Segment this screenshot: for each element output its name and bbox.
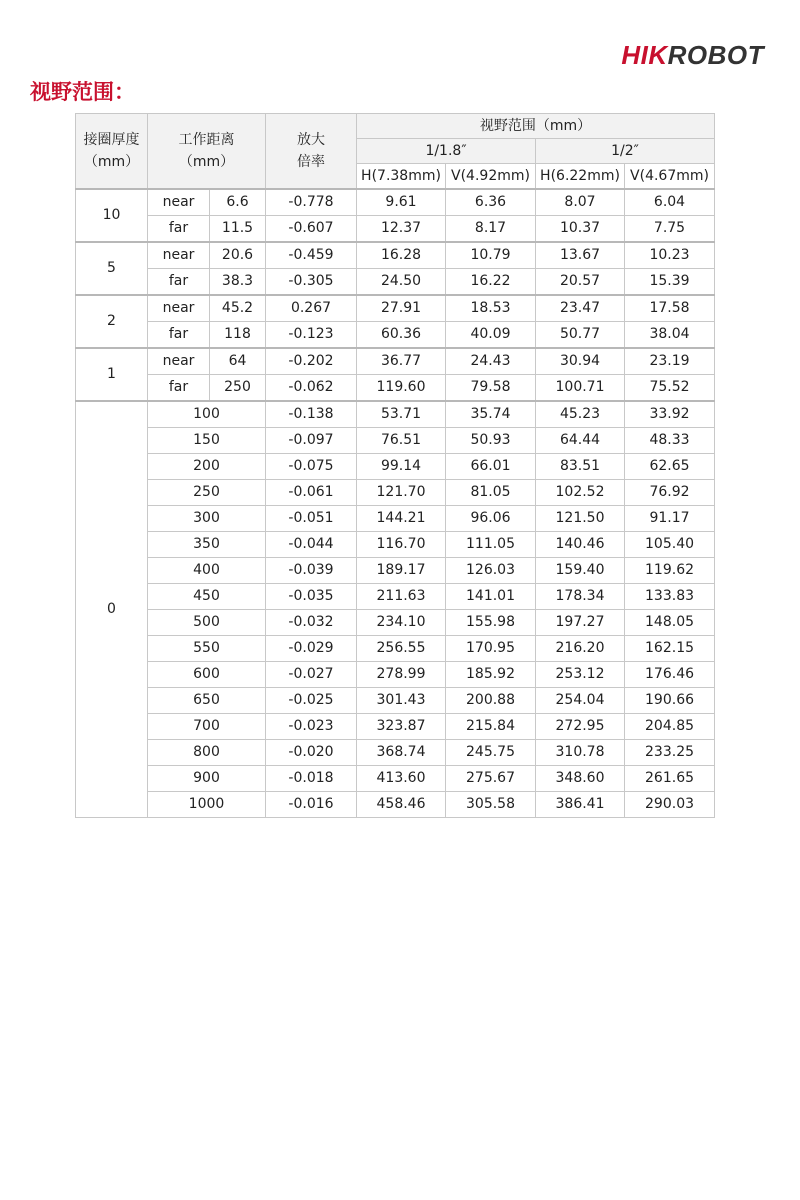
fov-b-v-cell: 190.66 (625, 688, 715, 714)
fov-b-v-cell: 162.15 (625, 636, 715, 662)
header-sensor-1-2: 1/2″ (536, 139, 715, 164)
fov-b-v-cell: 148.05 (625, 610, 715, 636)
header-col-b-h: H(6.22mm) (536, 164, 625, 190)
distance-cell: 250 (148, 480, 266, 506)
magnification-cell: -0.044 (266, 532, 357, 558)
fov-b-v-cell: 119.62 (625, 558, 715, 584)
magnification-cell: -0.459 (266, 242, 357, 269)
fov-a-v-cell: 79.58 (446, 375, 536, 402)
distance-cell: 400 (148, 558, 266, 584)
fov-a-v-cell: 245.75 (446, 740, 536, 766)
table-row (76, 688, 715, 714)
hikrobot-logo (621, 40, 764, 71)
fov-b-v-cell: 15.39 (625, 269, 715, 296)
fov-b-h-cell: 159.40 (536, 558, 625, 584)
header-magnification (266, 114, 357, 190)
table-row (76, 242, 715, 269)
distance-cell: 600 (148, 662, 266, 688)
fov-a-v-cell: 275.67 (446, 766, 536, 792)
ring-thickness-cell: 1 (76, 348, 148, 401)
ring-thickness-cell: 0 (76, 401, 148, 818)
fov-b-h-cell: 20.57 (536, 269, 625, 296)
fov-b-v-cell: 62.65 (625, 454, 715, 480)
fov-a-v-cell: 81.05 (446, 480, 536, 506)
distance-cell: 350 (148, 532, 266, 558)
fov-b-h-cell: 100.71 (536, 375, 625, 402)
header-ring-thickness (76, 114, 148, 190)
fov-b-v-cell: 48.33 (625, 428, 715, 454)
distance-cell: 450 (148, 584, 266, 610)
distance-cell: 550 (148, 636, 266, 662)
distance-cell: 250 (210, 375, 266, 402)
distance-cell: 300 (148, 506, 266, 532)
magnification-cell: -0.035 (266, 584, 357, 610)
table-row (76, 506, 715, 532)
fov-b-v-cell: 204.85 (625, 714, 715, 740)
table-row (76, 480, 715, 506)
fov-b-v-cell: 7.75 (625, 216, 715, 243)
distance-cell: 900 (148, 766, 266, 792)
fov-a-v-cell: 215.84 (446, 714, 536, 740)
distance-cell: 20.6 (210, 242, 266, 269)
header-col-b-v: V(4.67mm) (625, 164, 715, 190)
table-row (76, 584, 715, 610)
fov-a-v-cell: 96.06 (446, 506, 536, 532)
logo-hik: HIK (621, 40, 668, 70)
table-row (76, 348, 715, 375)
fov-a-h-cell: 211.63 (357, 584, 446, 610)
distance-cell: 1000 (148, 792, 266, 818)
position-cell: far (148, 375, 210, 402)
magnification-cell: -0.029 (266, 636, 357, 662)
fov-a-v-cell: 200.88 (446, 688, 536, 714)
ring-thickness-cell: 5 (76, 242, 148, 295)
header-magnification-line1: 放大 (297, 132, 325, 148)
distance-cell: 118 (210, 322, 266, 349)
fov-a-v-cell: 40.09 (446, 322, 536, 349)
table-row (76, 375, 715, 402)
position-cell: far (148, 322, 210, 349)
fov-b-v-cell: 133.83 (625, 584, 715, 610)
header-row-1 (76, 114, 715, 139)
magnification-cell: -0.123 (266, 322, 357, 349)
fov-a-h-cell: 256.55 (357, 636, 446, 662)
fov-b-h-cell: 348.60 (536, 766, 625, 792)
header-col-a-v: V(4.92mm) (446, 164, 536, 190)
fov-a-h-cell: 99.14 (357, 454, 446, 480)
fov-b-v-cell: 10.23 (625, 242, 715, 269)
fov-b-h-cell: 23.47 (536, 295, 625, 322)
table-row (76, 610, 715, 636)
fov-table (75, 113, 715, 818)
fov-b-h-cell: 83.51 (536, 454, 625, 480)
fov-b-h-cell: 310.78 (536, 740, 625, 766)
table-row (76, 322, 715, 349)
header-sensor-1-1-8: 1/1.8″ (357, 139, 536, 164)
magnification-cell: -0.778 (266, 189, 357, 216)
magnification-cell: -0.051 (266, 506, 357, 532)
fov-b-v-cell: 23.19 (625, 348, 715, 375)
header-ring-thickness-line2: （mm） (83, 154, 140, 170)
header-magnification-line2: 倍率 (297, 154, 325, 170)
fov-a-h-cell: 234.10 (357, 610, 446, 636)
fov-a-h-cell: 16.28 (357, 242, 446, 269)
fov-b-h-cell: 253.12 (536, 662, 625, 688)
fov-a-h-cell: 144.21 (357, 506, 446, 532)
magnification-cell: -0.202 (266, 348, 357, 375)
fov-b-v-cell: 290.03 (625, 792, 715, 818)
position-cell: near (148, 348, 210, 375)
table-row (76, 766, 715, 792)
distance-cell: 38.3 (210, 269, 266, 296)
table-row (76, 662, 715, 688)
magnification-cell: -0.097 (266, 428, 357, 454)
logo-robot: ROBOT (667, 40, 764, 70)
header-ring-thickness-line1: 接圈厚度 (83, 132, 140, 148)
fov-a-h-cell: 76.51 (357, 428, 446, 454)
table-row (76, 740, 715, 766)
fov-a-v-cell: 35.74 (446, 401, 536, 428)
ring-thickness-cell: 2 (76, 295, 148, 348)
table-row (76, 401, 715, 428)
fov-b-v-cell: 6.04 (625, 189, 715, 216)
fov-a-h-cell: 119.60 (357, 375, 446, 402)
table-row (76, 428, 715, 454)
distance-cell: 100 (148, 401, 266, 428)
fov-a-v-cell: 16.22 (446, 269, 536, 296)
distance-cell: 700 (148, 714, 266, 740)
fov-b-h-cell: 140.46 (536, 532, 625, 558)
magnification-cell: -0.607 (266, 216, 357, 243)
magnification-cell: -0.062 (266, 375, 357, 402)
fov-a-v-cell: 111.05 (446, 532, 536, 558)
fov-a-v-cell: 185.92 (446, 662, 536, 688)
fov-b-h-cell: 254.04 (536, 688, 625, 714)
distance-cell: 650 (148, 688, 266, 714)
fov-b-v-cell: 176.46 (625, 662, 715, 688)
fov-b-h-cell: 197.27 (536, 610, 625, 636)
fov-a-v-cell: 24.43 (446, 348, 536, 375)
distance-cell: 6.6 (210, 189, 266, 216)
fov-a-h-cell: 368.74 (357, 740, 446, 766)
fov-a-v-cell: 305.58 (446, 792, 536, 818)
magnification-cell: -0.032 (266, 610, 357, 636)
fov-a-h-cell: 60.36 (357, 322, 446, 349)
fov-a-v-cell: 66.01 (446, 454, 536, 480)
fov-b-v-cell: 75.52 (625, 375, 715, 402)
fov-a-v-cell: 8.17 (446, 216, 536, 243)
distance-cell: 150 (148, 428, 266, 454)
table-row (76, 189, 715, 216)
fov-a-v-cell: 6.36 (446, 189, 536, 216)
fov-a-h-cell: 116.70 (357, 532, 446, 558)
fov-a-v-cell: 50.93 (446, 428, 536, 454)
header-working-distance (148, 114, 266, 190)
position-cell: far (148, 269, 210, 296)
fov-a-h-cell: 53.71 (357, 401, 446, 428)
fov-b-h-cell: 121.50 (536, 506, 625, 532)
table-row (76, 454, 715, 480)
table-row (76, 636, 715, 662)
fov-a-h-cell: 12.37 (357, 216, 446, 243)
header-col-a-h: H(7.38mm) (357, 164, 446, 190)
distance-cell: 11.5 (210, 216, 266, 243)
fov-b-h-cell: 216.20 (536, 636, 625, 662)
distance-cell: 200 (148, 454, 266, 480)
fov-a-h-cell: 36.77 (357, 348, 446, 375)
magnification-cell: -0.138 (266, 401, 357, 428)
fov-b-h-cell: 64.44 (536, 428, 625, 454)
magnification-cell: -0.305 (266, 269, 357, 296)
position-cell: far (148, 216, 210, 243)
fov-a-v-cell: 126.03 (446, 558, 536, 584)
fov-a-v-cell: 18.53 (446, 295, 536, 322)
header-working-distance-line1: 工作距离 (178, 132, 235, 148)
fov-b-v-cell: 33.92 (625, 401, 715, 428)
header-working-distance-line2: （mm） (178, 154, 235, 170)
fov-a-h-cell: 24.50 (357, 269, 446, 296)
distance-cell: 45.2 (210, 295, 266, 322)
magnification-cell: -0.075 (266, 454, 357, 480)
fov-a-h-cell: 189.17 (357, 558, 446, 584)
fov-b-v-cell: 105.40 (625, 532, 715, 558)
fov-b-v-cell: 261.65 (625, 766, 715, 792)
distance-cell: 800 (148, 740, 266, 766)
table-row (76, 269, 715, 296)
table-row (76, 216, 715, 243)
fov-b-h-cell: 178.34 (536, 584, 625, 610)
magnification-cell: 0.267 (266, 295, 357, 322)
fov-a-v-cell: 141.01 (446, 584, 536, 610)
fov-b-h-cell: 386.41 (536, 792, 625, 818)
fov-a-h-cell: 278.99 (357, 662, 446, 688)
fov-a-v-cell: 170.95 (446, 636, 536, 662)
magnification-cell: -0.016 (266, 792, 357, 818)
fov-b-v-cell: 91.17 (625, 506, 715, 532)
position-cell: near (148, 242, 210, 269)
position-cell: near (148, 295, 210, 322)
magnification-cell: -0.018 (266, 766, 357, 792)
magnification-cell: -0.027 (266, 662, 357, 688)
ring-thickness-cell: 10 (76, 189, 148, 242)
fov-b-v-cell: 17.58 (625, 295, 715, 322)
fov-a-h-cell: 301.43 (357, 688, 446, 714)
fov-b-h-cell: 272.95 (536, 714, 625, 740)
fov-a-h-cell: 458.46 (357, 792, 446, 818)
magnification-cell: -0.020 (266, 740, 357, 766)
table-row (76, 558, 715, 584)
fov-b-h-cell: 30.94 (536, 348, 625, 375)
magnification-cell: -0.039 (266, 558, 357, 584)
table-row (76, 792, 715, 818)
position-cell: near (148, 189, 210, 216)
fov-b-h-cell: 50.77 (536, 322, 625, 349)
magnification-cell: -0.023 (266, 714, 357, 740)
fov-b-h-cell: 10.37 (536, 216, 625, 243)
fov-b-h-cell: 102.52 (536, 480, 625, 506)
fov-b-v-cell: 38.04 (625, 322, 715, 349)
table-row (76, 714, 715, 740)
fov-a-v-cell: 155.98 (446, 610, 536, 636)
fov-a-h-cell: 413.60 (357, 766, 446, 792)
fov-b-h-cell: 13.67 (536, 242, 625, 269)
table-row (76, 532, 715, 558)
fov-a-h-cell: 121.70 (357, 480, 446, 506)
distance-cell: 500 (148, 610, 266, 636)
header-fov: 视野范围（mm） (357, 114, 715, 139)
fov-b-v-cell: 76.92 (625, 480, 715, 506)
table-row (76, 295, 715, 322)
magnification-cell: -0.061 (266, 480, 357, 506)
fov-b-h-cell: 45.23 (536, 401, 625, 428)
section-title: 视野范围： (30, 80, 135, 104)
fov-a-h-cell: 27.91 (357, 295, 446, 322)
fov-a-h-cell: 9.61 (357, 189, 446, 216)
fov-b-v-cell: 233.25 (625, 740, 715, 766)
fov-a-h-cell: 323.87 (357, 714, 446, 740)
distance-cell: 64 (210, 348, 266, 375)
fov-a-v-cell: 10.79 (446, 242, 536, 269)
magnification-cell: -0.025 (266, 688, 357, 714)
fov-b-h-cell: 8.07 (536, 189, 625, 216)
